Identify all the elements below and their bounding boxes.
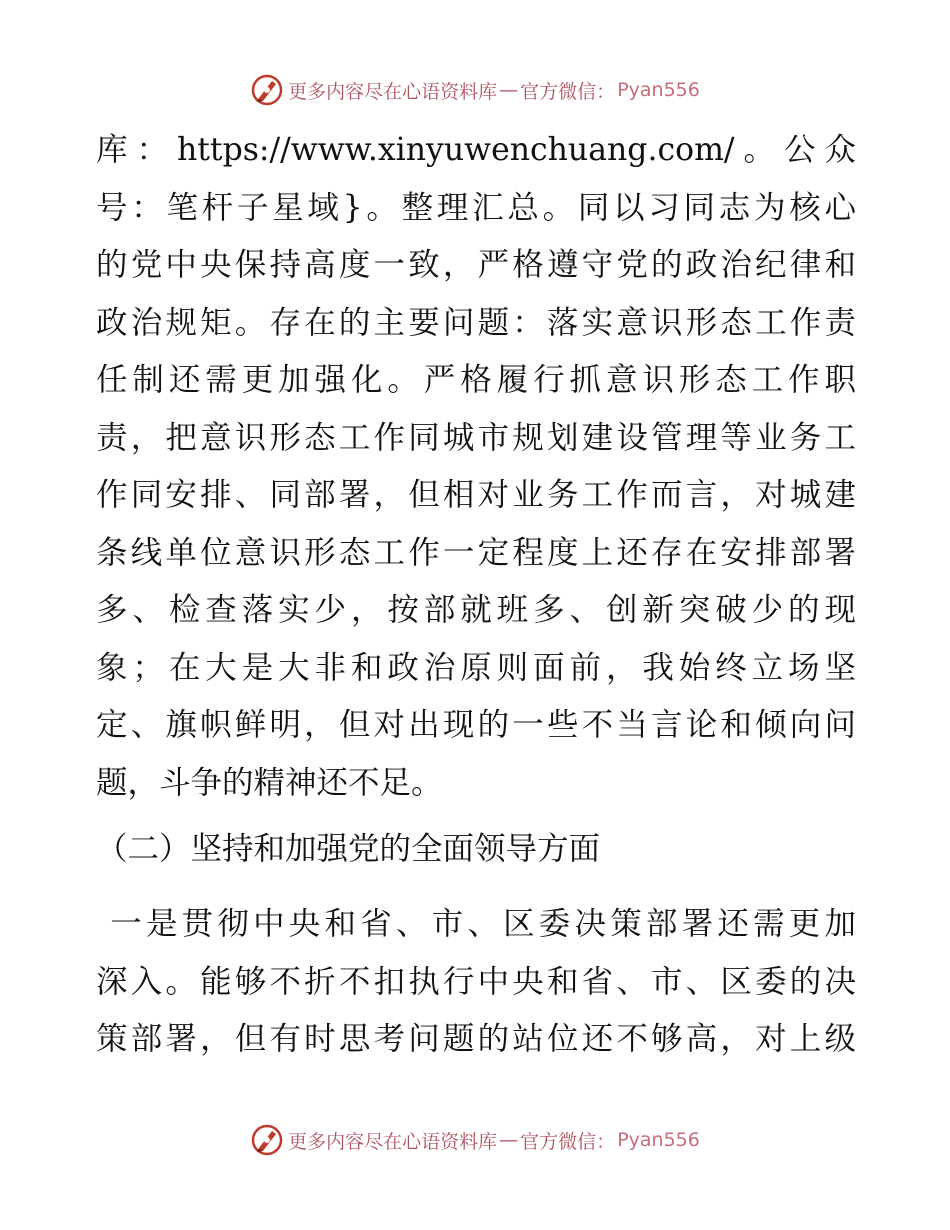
watermark-banner-bottom	[0, 1120, 950, 1160]
watermark-label: 官方微信：	[520, 80, 616, 103]
paragraph-line: 作同安排、同部署，但相对业务工作而言，对城建	[96, 477, 856, 513]
paragraph-1	[96, 122, 856, 812]
paragraph-line: 象；在大是大非和政治原则面前，我始终立场坚	[96, 649, 856, 686]
paragraph-line: 责，把意识形态工作同城市规划建设管理等业务工	[96, 419, 856, 456]
paragraph-line: 任制还需更加强化。严格履行抓意识形态工作职	[96, 362, 856, 398]
paragraph-line: 深入。能够不折不扣执行中央和省、市、区委的决	[96, 963, 856, 1000]
watermark-dash: —	[499, 1129, 519, 1151]
watermark-dash: —	[499, 79, 519, 101]
paragraph-line: 政治规矩。存在的主要问题：落实意识形态工作责	[96, 304, 856, 341]
watermark-account: Pyan556	[617, 1129, 700, 1151]
paragraph-line: 库：https://www.xinyuwenchuang.com/。公众	[96, 132, 856, 168]
paragraph-2	[96, 896, 856, 1069]
paragraph-line: 的党中央保持高度一致，严格遵守党的政治纪律和	[96, 247, 856, 283]
paragraph-line: 一是贯彻中央和省、市、区委决策部署还需更加	[96, 906, 856, 942]
watermark-main-text: 更多内容尽在心语资料库	[288, 1130, 498, 1153]
paragraph-line: 定、旗帜鲜明，但对出现的一些不当言论和倾向问	[96, 707, 856, 743]
pen-logo-icon	[250, 73, 284, 107]
watermark-banner-top	[0, 70, 950, 110]
paragraph-line: 号：笔杆子星域}。整理汇总。同以习同志为核心	[96, 189, 856, 226]
watermark-label: 官方微信：	[520, 1130, 616, 1153]
watermark-account: Pyan556	[617, 79, 700, 101]
document-body	[96, 122, 856, 1069]
paragraph-line: 多、检查落实少，按部就班多、创新突破少的现	[96, 592, 856, 628]
paragraph-line: 条线单位意识形态工作一定程度上还存在安排部署	[96, 534, 856, 571]
watermark-main-text: 更多内容尽在心语资料库	[288, 80, 498, 103]
section-heading: （二）坚持和加强党的全面领导方面	[96, 831, 601, 867]
paragraph-line: 题，斗争的精神还不足。	[96, 764, 443, 801]
paragraph-line: 策部署，但有时思考问题的站位还不够高，对上级	[96, 1021, 856, 1057]
pen-logo-icon	[250, 1123, 284, 1157]
